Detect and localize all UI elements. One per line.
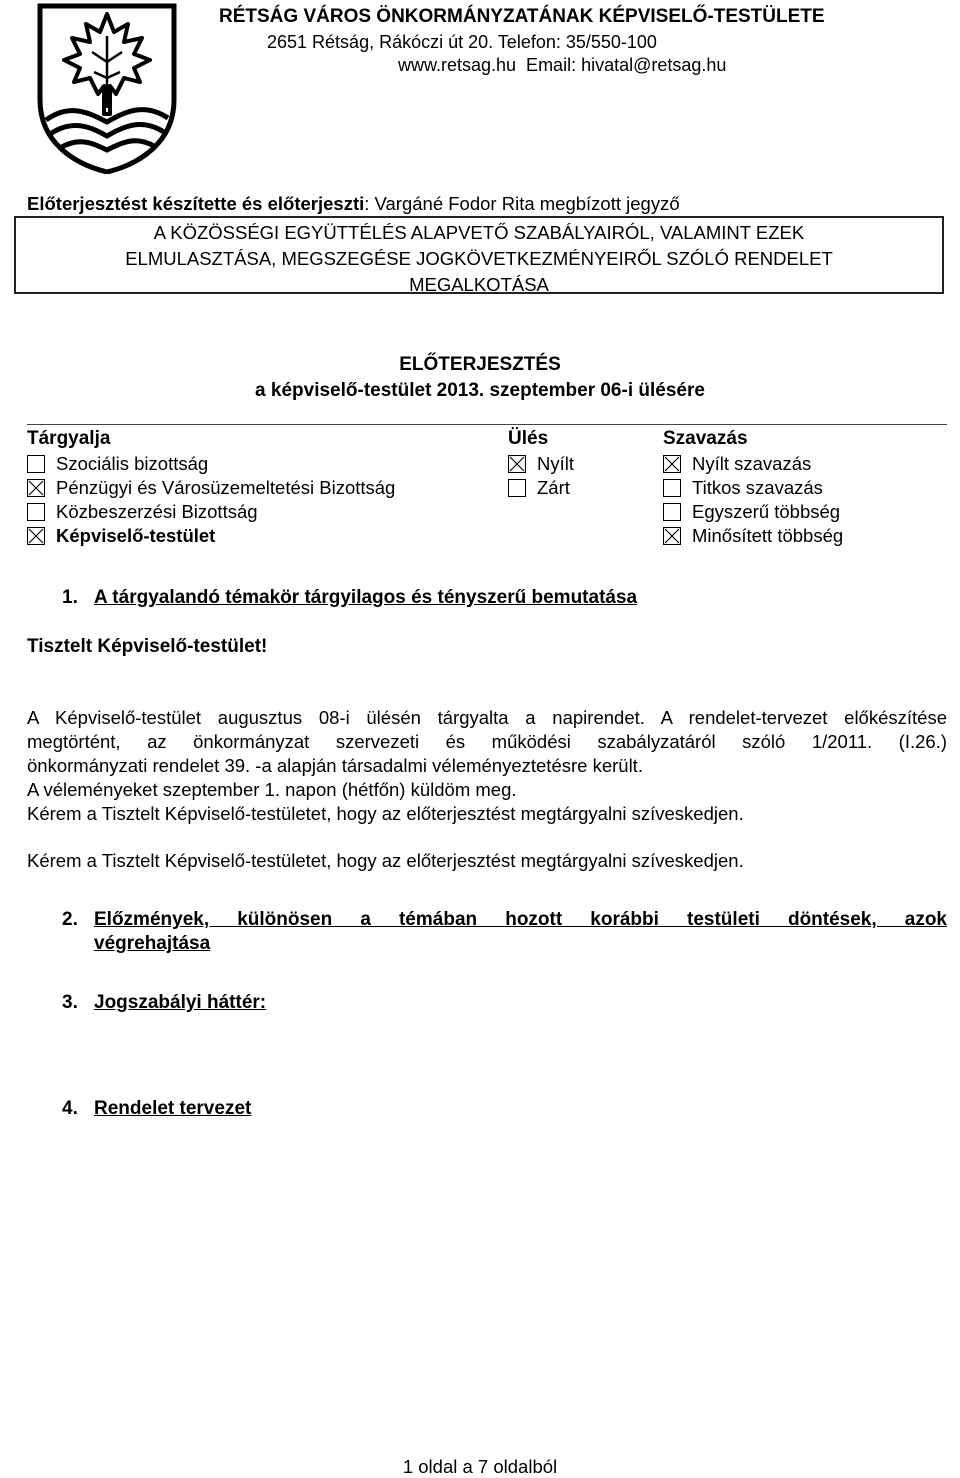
- checkbox-unchecked-icon[interactable]: [508, 479, 526, 497]
- section-3-heading: [62, 992, 462, 1016]
- section-1-heading: [62, 587, 862, 611]
- preparer-label: Előterjesztést készítette és előterjeszti: [27, 193, 365, 214]
- section-number: 4.: [62, 1098, 78, 1119]
- checkbox-checked-icon[interactable]: [663, 527, 681, 545]
- option-label: Nyílt: [537, 453, 574, 474]
- option-session-closed[interactable]: [508, 476, 570, 500]
- option-label: Szociális bizottság: [56, 453, 209, 474]
- institution-web-email: www.retsag.hu Email: hivatal@retsag.hu: [398, 55, 727, 75]
- paragraph-line: A véleményeket szeptember 1. napon (hétfőn) küldöm meg.: [27, 779, 517, 800]
- option-procurement-committee[interactable]: [27, 500, 258, 524]
- preparer-line: [27, 193, 680, 215]
- option-session-open[interactable]: [508, 452, 574, 476]
- paragraph-2: Kérem a Tisztelt Képviselő-testületet, hogy az előterjesztést megtárgyalni szíveskedjen.: [27, 850, 744, 871]
- paragraph-line: önkormányzati rendelet 39. -a alapján társadalmi véleményeztetésre került.: [27, 755, 643, 776]
- option-social-committee[interactable]: [27, 452, 208, 476]
- option-label: Pénzügyi és Városüzemeltetési Bizottság: [56, 477, 396, 498]
- paragraph-1: [27, 706, 947, 826]
- institution-title: RÉTSÁG VÁROS ÖNKORMÁNYZATÁNAK KÉPVISELŐ-TESTÜLETE: [219, 6, 825, 27]
- subject-line-3: MEGALKOTÁSA: [409, 274, 549, 295]
- checkbox-checked-icon[interactable]: [663, 455, 681, 473]
- subject-line-1: A KÖZÖSSÉGI EGYÜTTÉLÉS ALAPVETŐ SZABÁLYAIRÓL, VALAMINT EZEK: [153, 222, 805, 243]
- option-label: Közbeszerzési Bizottság: [56, 501, 258, 522]
- section-title-cont: végrehajtása: [94, 933, 211, 954]
- preparer-value: : Vargáné Fodor Rita megbízott jegyző: [364, 193, 680, 214]
- proposal-title: ELŐTERJESZTÉS: [399, 354, 561, 375]
- option-council[interactable]: [27, 524, 215, 548]
- table-divider: [27, 424, 947, 425]
- col-head-voting: Szavazás: [663, 428, 748, 449]
- option-vote-open[interactable]: [663, 452, 811, 476]
- page-number: 1 oldal a 7 oldalból: [402, 1456, 558, 1477]
- checkbox-checked-icon[interactable]: [27, 479, 45, 497]
- section-number: 2.: [62, 909, 78, 930]
- paragraph-line: A Képviselő-testület augusztus 08-i ülésén tárgyalta a napirendet. A rendelet-tervezet előkészítése: [27, 707, 947, 728]
- option-label: Képviselő-testület: [56, 525, 216, 546]
- checkbox-unchecked-icon[interactable]: [27, 455, 45, 473]
- col-head-session: Ülés: [508, 428, 549, 449]
- city-coat-of-arms: [36, 2, 178, 174]
- checkbox-unchecked-icon[interactable]: [663, 503, 681, 521]
- subject-box: [14, 216, 944, 294]
- section-4-heading: [62, 1098, 462, 1122]
- proposal-meeting: a képviselő-testület 2013. szeptember 06-i ülésére: [255, 380, 705, 401]
- col-head-discussed-by: Tárgyalja: [27, 428, 111, 449]
- section-title: A tárgyalandó témakör tárgyilagos és tényszerű bemutatása: [94, 587, 638, 608]
- option-label: Egyszerű többség: [692, 501, 841, 522]
- option-finance-committee[interactable]: [27, 476, 395, 500]
- greeting: Tisztelt Képviselő-testület!: [27, 636, 268, 657]
- option-qualified-majority[interactable]: [663, 524, 843, 548]
- option-label: Zárt: [537, 477, 570, 498]
- checkbox-checked-icon[interactable]: [27, 527, 45, 545]
- option-vote-secret[interactable]: [663, 476, 823, 500]
- section-title: Előzmények, különösen a témában hozott korábbi testületi döntések, azok: [94, 909, 947, 930]
- paragraph-line: Kérem a Tisztelt Képviselő-testületet, hogy az előterjesztést megtárgyalni szíveskedjen.: [27, 803, 744, 824]
- checkbox-checked-icon[interactable]: [508, 455, 526, 473]
- section-2-heading: [62, 908, 947, 958]
- checkbox-unchecked-icon[interactable]: [663, 479, 681, 497]
- subject-line-2: ELMULASZTÁSA, MEGSZEGÉSE JOGKÖVETKEZMÉNYEIRŐL SZÓLÓ RENDELET: [125, 248, 833, 269]
- option-simple-majority[interactable]: [663, 500, 840, 524]
- institution-address: 2651 Rétság, Rákóczi út 20. Telefon: 35/550-100: [267, 32, 657, 52]
- section-title: Rendelet tervezet: [94, 1098, 252, 1119]
- section-number: 3.: [62, 992, 78, 1013]
- section-title: Jogszabályi háttér:: [94, 992, 267, 1013]
- section-number: 1.: [62, 587, 78, 608]
- option-label: Minősített többség: [692, 525, 844, 546]
- option-label: Titkos szavazás: [692, 477, 823, 498]
- paragraph-line: megtörtént, az önkormányzat szervezeti és működési szabályzatáról szóló 1/2011. (I.26.): [27, 731, 947, 752]
- checkbox-unchecked-icon[interactable]: [27, 503, 45, 521]
- option-label: Nyílt szavazás: [692, 453, 812, 474]
